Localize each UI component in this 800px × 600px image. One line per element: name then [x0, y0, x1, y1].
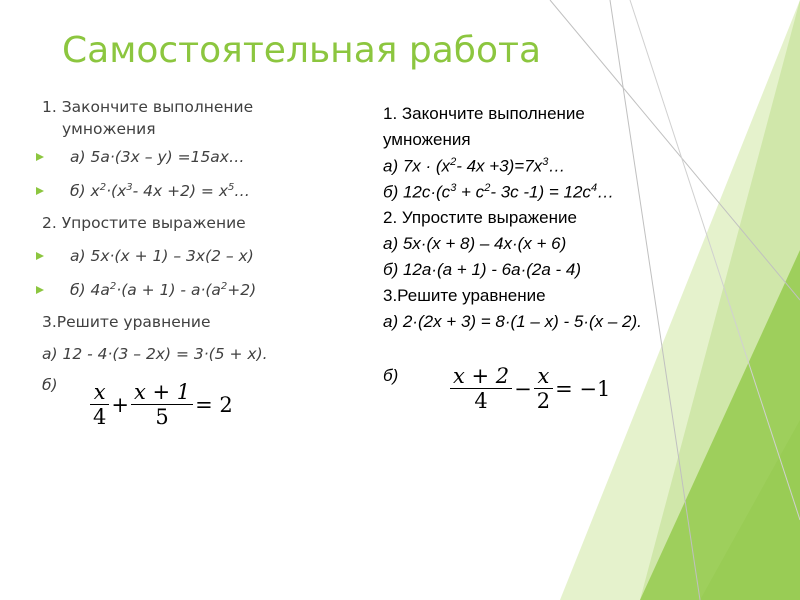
- bullet-icon: [36, 153, 44, 161]
- left-item-b2: б) $4а^2\cdot(а + 1) - а\cdot(а^2+2)$: [70, 281, 257, 300]
- page-title: Самостоятельная работа: [62, 30, 542, 71]
- right-task2: 2. Упростите выражение: [383, 208, 577, 227]
- fraction: $\frac{x}{2}$: [534, 364, 553, 413]
- right-item-b1: б) $12с\cdot(с^3 + с^2-$ 3с $-1) = 12с^4\dots$: [383, 182, 615, 202]
- right-task1-cont: умножения: [383, 130, 471, 149]
- left-equation: $\frac{x}{4}$ + $\frac{x + 1}{5}$ = 2: [90, 380, 235, 429]
- left-item-b3-label: б): [42, 376, 58, 394]
- right-task3: 3.Решите уравнение: [383, 286, 546, 305]
- left-task1-cont: умножения: [62, 120, 156, 138]
- right-item-b3-label: б): [383, 366, 399, 385]
- right-item-a3: а) 2·(2х + 3) = 8·(1 – х) - 5·(х – 2).: [383, 312, 642, 331]
- bullet-icon: [36, 286, 44, 294]
- left-task2: 2. Упростите выражение: [42, 214, 246, 232]
- right-task1: 1. Закончите выполнение: [383, 104, 585, 123]
- left-task1: 1. Закончите выполнение: [42, 98, 254, 116]
- bullet-icon: [36, 187, 44, 195]
- left-task3: 3.Решите уравнение: [42, 313, 211, 331]
- left-item-a1: а) 5а·(3х – у) =15ах…: [70, 148, 245, 166]
- left-item-a2: а) 5х·(х + 1) – 3х(2 – х): [70, 247, 254, 265]
- fraction: $\frac{x + 1}{5}$: [131, 380, 193, 429]
- bullet-icon: [36, 252, 44, 260]
- right-equation: $\frac{x + 2}{4}$ − $\frac{x}{2}$ = −1: [450, 364, 612, 413]
- left-item-a3: а) 12 - 4·(3 – 2х) = 3·(5 + х).: [42, 345, 268, 363]
- right-item-b2: б) 12а·(а + 1) - 6а·(2а - 4): [383, 260, 582, 279]
- right-item-a2: а) 5х·(х + 8) – 4х·(х + 6): [383, 234, 567, 253]
- left-item-b1: б) $х^2\cdot(х^3-$ $4х +2) = х^5\dots$: [70, 182, 250, 201]
- fraction: $\frac{x + 2}{4}$: [450, 364, 512, 413]
- fraction: $\frac{x}{4}$: [90, 380, 109, 429]
- right-item-a1: а) $7х \cdot (х^2-$ $4х +3)=7х^3\dots$: [383, 156, 566, 176]
